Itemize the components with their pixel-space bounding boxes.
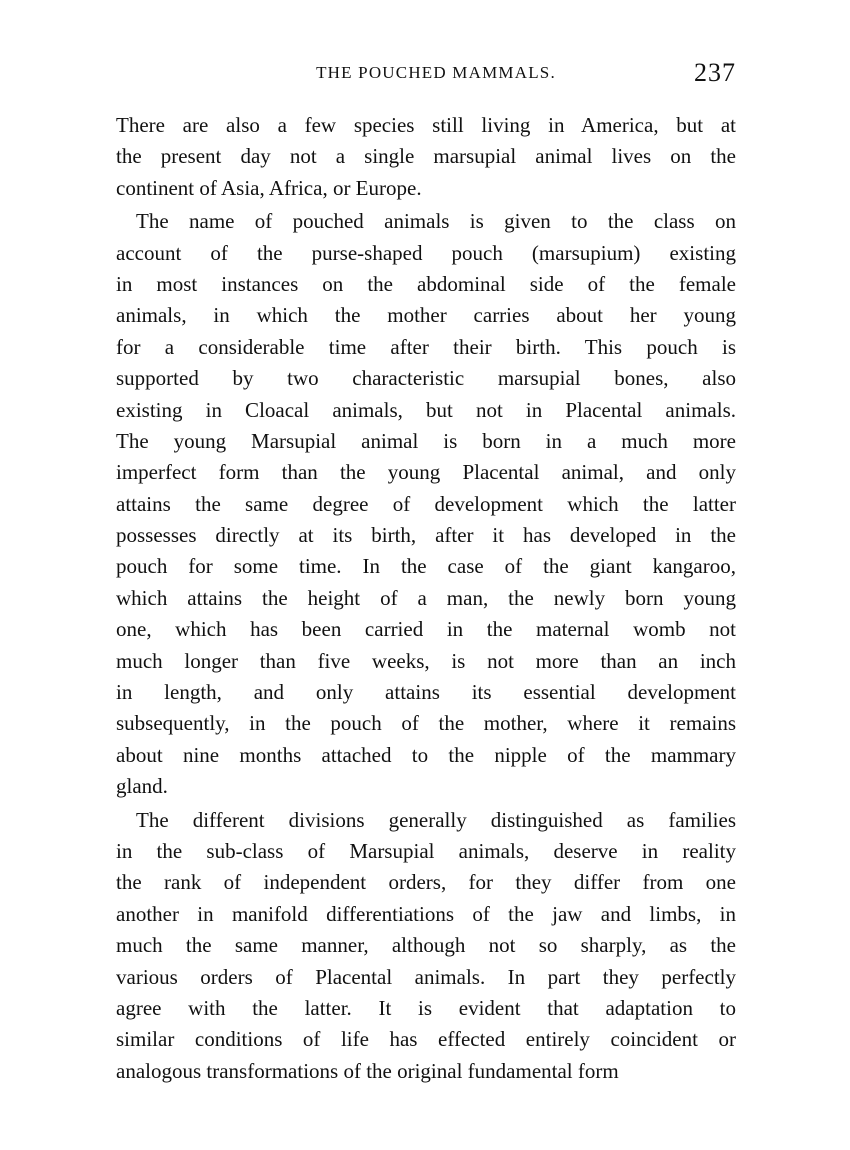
paragraph	[116, 206, 736, 802]
paragraph	[116, 110, 736, 204]
running-title: THE POUCHED MAMMALS.	[316, 63, 556, 82]
text-line: much longer than five weeks, is not more than an inch	[116, 648, 736, 673]
text-line: gland.	[116, 774, 168, 799]
text-line: in most instances on the abdominal side of the female	[116, 271, 736, 296]
running-head	[116, 58, 736, 90]
text-line: which attains the height of a man, the newly born young	[116, 585, 736, 610]
text-line: for a considerable time after their birth. This pouch is	[116, 334, 736, 359]
text-line: The different divisions generally distinguished as families	[136, 807, 736, 832]
body-text	[116, 110, 736, 1087]
text-line: There are also a few species still living in America, but at	[116, 113, 736, 137]
text-line: existing in Cloacal animals, but not in Placental animals.	[116, 397, 736, 422]
text-line: The name of pouched animals is given to the class on	[136, 209, 736, 234]
paragraph	[116, 805, 736, 1088]
text-line: in the sub-class of Marsupial animals, deserve in reality	[116, 838, 736, 863]
text-line: much the same manner, although not so sharply, as the	[116, 933, 736, 958]
text-line: account of the purse-shaped pouch (marsupium) existing	[116, 240, 736, 265]
text-line: agree with the latter. It is evident that adaptation to	[116, 995, 736, 1020]
text-line: the rank of independent orders, for they differ from one	[116, 870, 736, 895]
text-line: the present day not a single marsupial animal lives on the	[116, 144, 736, 169]
text-line: possesses directly at its birth, after it has developed in the	[116, 523, 736, 548]
text-line: analogous transformations of the original fundamental form	[116, 1058, 619, 1083]
text-line: another in manifold differentiations of the jaw and limbs, in	[116, 901, 736, 926]
text-line: pouch for some time. In the case of the giant kangaroo,	[116, 554, 736, 579]
text-line: imperfect form than the young Placental animal, and only	[116, 460, 736, 485]
text-line: about nine months attached to the nipple of the mammary	[116, 742, 736, 767]
text-line: The young Marsupial animal is born in a much more	[116, 428, 736, 453]
text-line: one, which has been carried in the maternal womb not	[116, 617, 736, 642]
page-number: 237	[694, 58, 736, 87]
text-line: in length, and only attains its essential development	[116, 680, 736, 705]
text-line: subsequently, in the pouch of the mother, where it remains	[116, 711, 736, 736]
text-line: animals, in which the mother carries about her young	[116, 303, 736, 328]
text-line: various orders of Placental animals. In part they perfectly	[116, 964, 736, 989]
text-line: attains the same degree of development which the latter	[116, 491, 736, 516]
text-line: supported by two characteristic marsupial bones, also	[116, 366, 736, 391]
text-line: similar conditions of life has effected entirely coincident or	[116, 1027, 736, 1052]
text-line: continent of Asia, Africa, or Europe.	[116, 175, 422, 200]
